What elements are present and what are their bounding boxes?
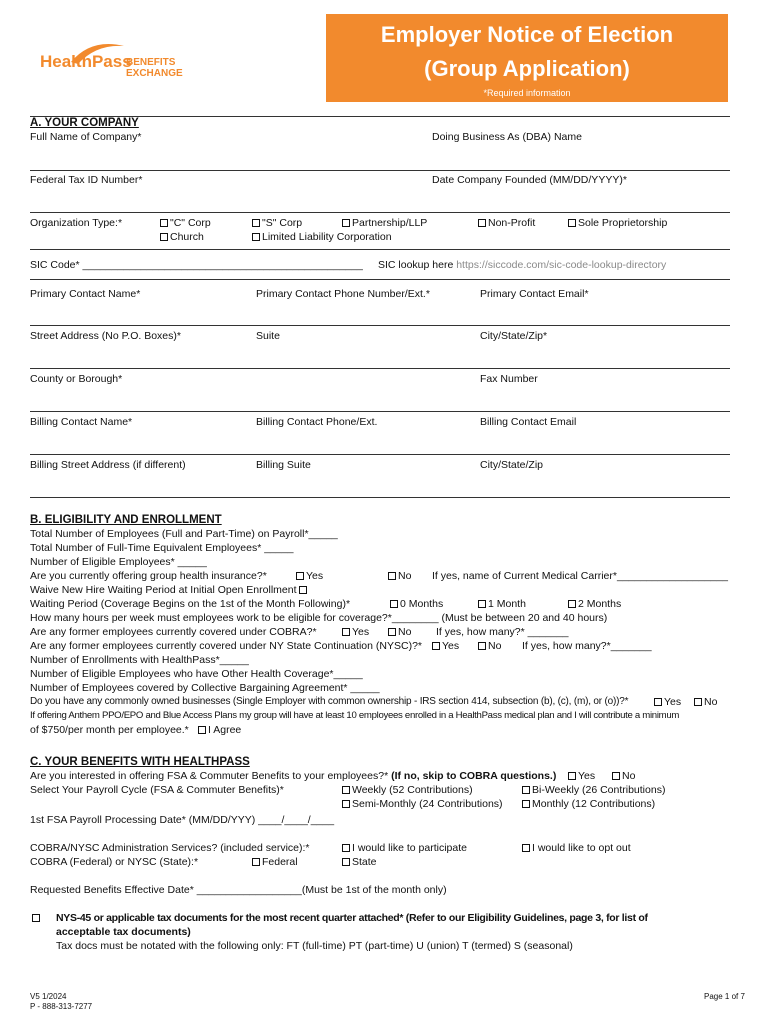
checkbox-icon <box>252 219 260 227</box>
anthem-line-1: If offering Anthem PPO/EPO and Blue Access Plans my group will have at least 10 employees enrolled in a HealthPass medical plan and I will contribute a minimum <box>30 710 680 721</box>
street-label: Street Address (No P.O. Boxes)* <box>30 330 181 342</box>
fsa-yes-checkbox[interactable]: Yes <box>568 770 595 782</box>
cobra-how-many-field[interactable]: If yes, how many?* _______ <box>436 626 569 638</box>
cobra-fed-label: COBRA (Federal) or NYSC (State):* <box>30 856 199 868</box>
tax-note: Tax docs must be notated with the following only: FT (full-time) PT (part-time) U (union) T (termed) S (seasonal) <box>56 940 573 952</box>
section-b-title: B. ELIGIBILITY AND ENROLLMENT <box>30 514 222 526</box>
checkbox-icon <box>568 772 576 780</box>
waive-checkbox[interactable]: Waive New Hire Waiting Period at Initial Open Enrollment <box>30 584 309 596</box>
primary-email-label: Primary Contact Email* <box>480 288 589 300</box>
partnership-checkbox[interactable]: Partnership/LLP <box>342 217 427 229</box>
billing-email-label: Billing Contact Email <box>480 416 577 428</box>
checkbox-icon <box>299 586 307 594</box>
sole-prop-checkbox[interactable]: Sole Proprietorship <box>568 217 667 229</box>
sic-lookup-link[interactable]: https://siccode.com/sic-code-lookup-directory <box>456 259 667 271</box>
billing-phone-label: Billing Contact Phone/Ext. <box>256 416 378 428</box>
page-number: Page 1 of 7 <box>704 992 745 1001</box>
county-field[interactable] <box>30 411 730 412</box>
dba-label: Doing Business As (DBA) Name <box>432 131 582 143</box>
zero-months-checkbox[interactable]: 0 Months <box>390 598 443 610</box>
tax-id-field[interactable] <box>30 212 730 213</box>
section-c-title: C. YOUR BENEFITS WITH HEALTHPASS <box>30 756 250 768</box>
carrier-field[interactable]: If yes, name of Current Medical Carrier*___________________ <box>432 570 728 582</box>
version-label: V5 1/2024 <box>30 992 67 1001</box>
street-field[interactable] <box>30 368 730 369</box>
nysc-no-checkbox[interactable]: No <box>478 640 501 652</box>
agree-checkbox[interactable]: I Agree <box>198 724 241 736</box>
offering-yes-checkbox[interactable]: Yes <box>296 570 323 582</box>
nonprofit-checkbox[interactable]: Non-Profit <box>478 217 535 229</box>
monthly-checkbox[interactable]: Monthly (12 Contributions) <box>522 798 655 810</box>
opt-out-checkbox[interactable]: I would like to opt out <box>522 842 631 854</box>
sic-code-field[interactable]: SIC Code* ________________________________________________ <box>30 259 363 271</box>
cobra-question-label: Are any former employees currently covered under COBRA?* <box>30 626 317 638</box>
full-name-label: Full Name of Company* <box>30 131 142 143</box>
checkbox-icon <box>390 600 398 608</box>
checkbox-icon <box>342 628 350 636</box>
llc-checkbox[interactable]: Limited Liability Corporation <box>252 231 392 243</box>
nys45-line-2: acceptable tax documents) <box>56 926 191 938</box>
fsa-date-field[interactable]: 1st FSA Payroll Processing Date* (MM/DD/YYY) ____/____/____ <box>30 814 335 826</box>
one-month-checkbox[interactable]: 1 Month <box>478 598 526 610</box>
participate-checkbox[interactable]: I would like to participate <box>342 842 467 854</box>
nys45-checkbox[interactable] <box>32 912 42 924</box>
c-corp-checkbox[interactable]: "C" Corp <box>160 217 211 229</box>
fte-field[interactable]: Total Number of Full-Time Equivalent Employees* _____ <box>30 542 294 554</box>
checkbox-icon <box>388 572 396 580</box>
checkbox-icon <box>522 844 530 852</box>
checkbox-icon <box>342 844 350 852</box>
checkbox-icon <box>198 726 206 734</box>
date-founded-label: Date Company Founded (MM/DD/YYYY)* <box>432 174 627 186</box>
checkbox-icon <box>342 858 350 866</box>
checkbox-icon <box>252 858 260 866</box>
hours-field[interactable]: How many hours per week must employees work to be eligible for coverage?*________ (Must be between 20 and 40 hours) <box>30 612 608 624</box>
checkbox-icon <box>522 786 530 794</box>
weekly-checkbox[interactable]: Weekly (52 Contributions) <box>342 784 473 796</box>
suite-label: Suite <box>256 330 280 342</box>
checkbox-icon <box>478 600 486 608</box>
s-corp-checkbox[interactable]: "S" Corp <box>252 217 302 229</box>
common-owned-yes-checkbox[interactable]: Yes <box>654 696 681 708</box>
billing-suite-label: Billing Suite <box>256 459 311 471</box>
logo <box>38 40 228 84</box>
required-note: *Required information <box>483 88 571 98</box>
fsa-question-label: Are you interested in offering FSA & Commuter Benefits to your employees?* (If no, skip to COBRA questions.) <box>30 770 557 782</box>
checkbox-icon <box>252 233 260 241</box>
effective-date-field[interactable]: Requested Benefits Effective Date* __________________(Must be 1st of the month only) <box>30 884 447 896</box>
anthem-line-2: of $750/per month per employee.* <box>30 724 189 736</box>
fax-label: Fax Number <box>480 373 538 385</box>
cobra-no-checkbox[interactable]: No <box>388 626 411 638</box>
sic-lookup-label: SIC lookup here https://siccode.com/sic-code-lookup-directory <box>378 259 667 271</box>
checkbox-icon <box>478 642 486 650</box>
checkbox-icon <box>296 572 304 580</box>
section-a-title: A. YOUR COMPANY <box>30 117 139 129</box>
other-coverage-field[interactable]: Number of Eligible Employees who have Other Health Coverage*_____ <box>30 668 363 680</box>
page-title: Employer Notice of Election <box>380 22 674 47</box>
checkbox-icon <box>342 800 350 808</box>
payroll-cycle-label: Select Your Payroll Cycle (FSA & Commuter Benefits)* <box>30 784 284 796</box>
org-type-label: Organization Type:* <box>30 217 123 229</box>
eligible-field[interactable]: Number of Eligible Employees* _____ <box>30 556 207 568</box>
checkbox-icon <box>388 628 396 636</box>
billing-street-field[interactable] <box>30 497 730 498</box>
enrollments-field[interactable]: Number of Enrollments with HealthPass*_____ <box>30 654 249 666</box>
billing-name-field[interactable] <box>30 454 730 455</box>
primary-contact-label: Primary Contact Name* <box>30 288 141 300</box>
billing-name-label: Billing Contact Name* <box>30 416 133 428</box>
logo-main: HealthPass <box>40 52 132 71</box>
logo-sub: BENEFITS EXCHANGE <box>126 57 183 79</box>
checkbox-icon <box>654 698 662 706</box>
offering-label: Are you currently offering group health insurance?* <box>30 570 267 582</box>
cobra-yes-checkbox[interactable]: Yes <box>342 626 369 638</box>
checkbox-icon <box>160 219 168 227</box>
biweekly-checkbox[interactable]: Bi-Weekly (26 Contributions) <box>522 784 665 796</box>
checkbox-icon <box>32 914 40 922</box>
primary-phone-label: Primary Contact Phone Number/Ext.* <box>256 288 430 300</box>
primary-contact-field[interactable] <box>30 325 730 326</box>
nysc-how-many-field[interactable]: If yes, how many?*_______ <box>522 640 652 652</box>
page-subtitle: (Group Application) <box>424 56 630 81</box>
billing-csz-label: City/State/Zip <box>480 459 544 471</box>
checkbox-icon <box>342 786 350 794</box>
city-state-zip-label: City/State/Zip* <box>480 330 548 342</box>
checkbox-icon <box>694 698 702 706</box>
nys45-line-1: NYS-45 or applicable tax documents for the most recent quarter attached* (Refer to our Eligibility Guidelines, page 3, for list of <box>56 912 648 924</box>
checkbox-icon <box>478 219 486 227</box>
nysc-yes-checkbox[interactable]: Yes <box>432 640 459 652</box>
nysc-question-label: Are any former employees currently covered under NY State Continuation (NYSC)?* <box>30 640 422 652</box>
cba-field[interactable]: Number of Employees covered by Collective Bargaining Agreement* _____ <box>30 682 380 694</box>
common-owned-label: Do you have any commonly owned businesses (Single Employer with common ownership - IRS section 414, subsection (b), (c), (m), or (o))?* <box>30 696 629 707</box>
semimonthly-checkbox[interactable]: Semi-Monthly (24 Contributions) <box>342 798 503 810</box>
county-label: County or Borough* <box>30 373 123 385</box>
full-name-field[interactable] <box>30 170 730 171</box>
federal-checkbox[interactable]: Federal <box>252 856 298 868</box>
waiting-label: Waiting Period (Coverage Begins on the 1st of the Month Following)* <box>30 598 351 610</box>
title-banner <box>326 14 728 102</box>
checkbox-icon <box>342 219 350 227</box>
two-months-checkbox[interactable]: 2 Months <box>568 598 621 610</box>
checkbox-icon <box>568 600 576 608</box>
church-checkbox[interactable]: Church <box>160 231 204 243</box>
total-employees-field[interactable]: Total Number of Employees (Full and Part-Time) on Payroll*_____ <box>30 528 338 540</box>
checkbox-icon <box>568 219 576 227</box>
tax-id-label: Federal Tax ID Number* <box>30 174 143 186</box>
state-checkbox[interactable]: State <box>342 856 377 868</box>
billing-street-label: Billing Street Address (if different) <box>30 459 186 471</box>
checkbox-icon <box>522 800 530 808</box>
common-owned-no-checkbox[interactable]: No <box>694 696 717 708</box>
fsa-no-checkbox[interactable]: No <box>612 770 635 782</box>
checkbox-icon <box>160 233 168 241</box>
cobra-admin-label: COBRA/NYSC Administration Services? (included service):* <box>30 842 310 854</box>
footer-phone: P - 888-313-7277 <box>30 1002 93 1011</box>
offering-no-checkbox[interactable]: No <box>388 570 411 582</box>
checkbox-icon <box>612 772 620 780</box>
checkbox-icon <box>432 642 440 650</box>
